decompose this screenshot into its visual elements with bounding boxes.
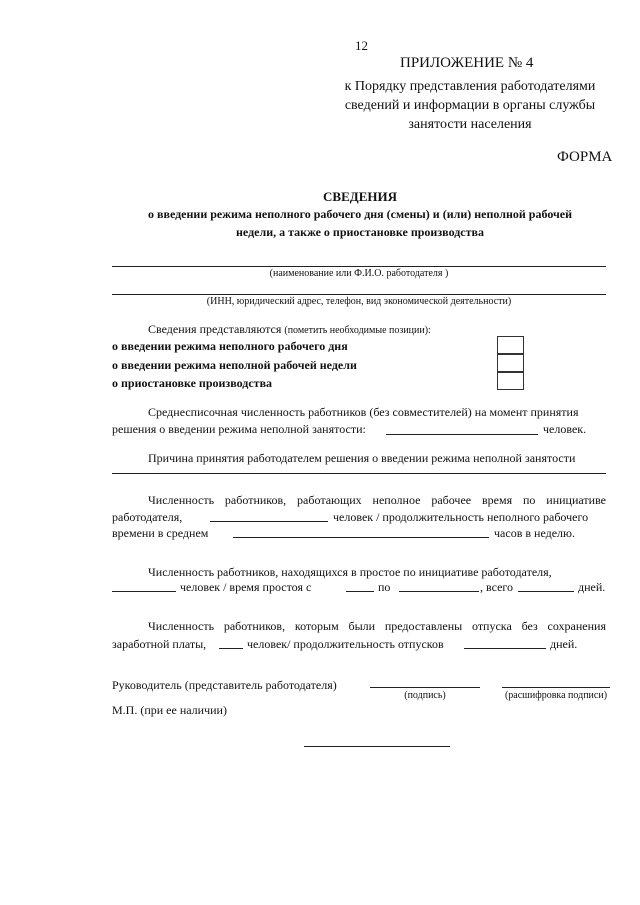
form-label: ФОРМА <box>557 149 613 165</box>
employer-name-field[interactable] <box>112 266 606 267</box>
seal-label: М.П. (при ее наличии) <box>112 703 227 717</box>
downtime-text-2: по <box>378 580 391 594</box>
downtime-text-1: человек / время простоя с <box>180 580 312 594</box>
part-time-line-2-middle: человек / продолжительность неполного рабочего <box>333 510 589 524</box>
downtime-from-field[interactable] <box>346 591 374 592</box>
employer-name-caption: (наименование или Ф.И.О. работодателя ) <box>269 268 449 279</box>
downtime-line-1: Численность работников, находящихся в простое по инициативе работодателя, <box>148 565 552 579</box>
downtime-text-4: дней. <box>578 580 606 594</box>
part-time-line-2-prefix: работодателя, <box>112 510 183 524</box>
leave-duration-field[interactable] <box>464 648 546 649</box>
leave-text-2: человек/ продолжительность отпусков <box>247 637 444 651</box>
document-title: СВЕДЕНИЯ <box>323 189 397 204</box>
part-time-line-3-prefix: времени в среднем <box>112 526 209 540</box>
position-item-suspension: о приостановке производства <box>112 376 273 390</box>
employer-details-caption: (ИНН, юридический адрес, телефон, вид экономической деятельности) <box>206 296 512 307</box>
headcount-line-2-suffix: человек. <box>543 422 587 436</box>
reason-field[interactable] <box>112 473 606 474</box>
part-time-line-1: Численность работников, работающих неполное рабочее время по инициативе <box>148 493 606 507</box>
appendix-subtitle-1: к Порядку представления работодателями <box>344 79 596 94</box>
appendix-subtitle-3: занятости населения <box>408 117 532 132</box>
leave-text-1: заработной платы, <box>112 637 207 651</box>
position-item-part-time-week: о введении режима неполной рабочей недели <box>112 358 357 372</box>
document-subtitle-line-2: недели, а также о приостановке производства <box>235 225 484 239</box>
document-subtitle-line-1: о введении режима неполного рабочего дня (смены) и (или) неполной рабочей <box>147 207 573 221</box>
employer-details-field[interactable] <box>112 294 606 295</box>
headcount-line-1: Среднесписочная численность работников (без совместителей) на момент принятия <box>148 405 579 419</box>
leave-count-field[interactable] <box>219 648 243 649</box>
signature-field[interactable] <box>370 687 480 688</box>
headcount-line-2-prefix: решения о введении режима неполной занятости: <box>112 422 366 436</box>
appendix-subtitle-2: сведений и информации в органы службы <box>344 98 596 113</box>
page-number: 12 <box>355 38 368 53</box>
downtime-to-field[interactable] <box>399 591 479 592</box>
downtime-count-field[interactable] <box>112 591 176 592</box>
checkbox-part-time-day[interactable] <box>497 336 524 354</box>
signature-decoding-caption: (расшифровка подписи) <box>504 690 608 701</box>
downtime-total-field[interactable] <box>518 591 574 592</box>
checkbox-part-time-week[interactable] <box>497 354 524 372</box>
downtime-text-3: , всего <box>480 580 514 594</box>
positions-intro-note: (пометить необходимые позиции): <box>284 325 431 336</box>
positions-intro <box>148 322 431 337</box>
part-time-count-field[interactable] <box>210 521 328 522</box>
checkbox-suspension[interactable] <box>497 372 524 390</box>
leave-text-3: дней. <box>550 637 578 651</box>
leave-line-1: Численность работников, которым были предоставлены отпуска без сохранения <box>148 619 606 633</box>
part-time-hours-field[interactable] <box>233 537 489 538</box>
part-time-line-3-suffix: часов в неделю. <box>494 526 575 540</box>
appendix-title: ПРИЛОЖЕНИЕ № 4 <box>400 55 534 71</box>
position-item-part-time-day: о введении режима неполного рабочего дня <box>112 339 348 353</box>
headcount-field[interactable] <box>386 434 538 435</box>
bottom-separator-line <box>304 746 450 747</box>
positions-intro-main: Сведения представляются <box>148 322 282 336</box>
signature-caption: (подпись) <box>404 690 446 701</box>
signature-decoding-field[interactable] <box>502 687 610 688</box>
head-label: Руководитель (представитель работодателя) <box>112 678 337 692</box>
reason-line-1: Причина принятия работодателем решения о введении режима неполной занятости <box>148 451 576 465</box>
